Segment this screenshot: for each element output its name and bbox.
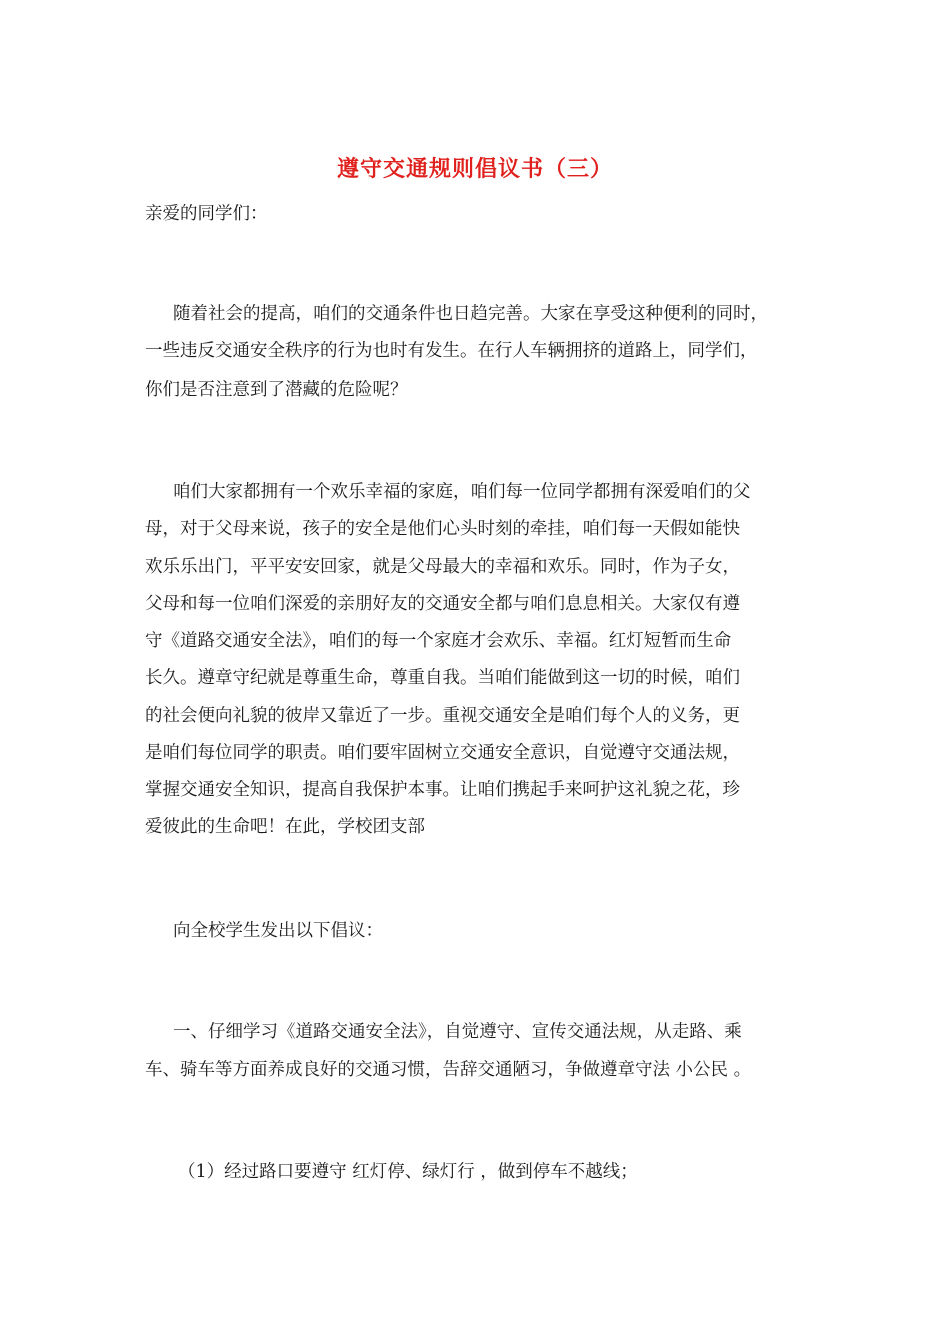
paragraph-2-line-9: 掌握交通安全知识，提高自我保护本事。让咱们携起手来呵护这礼貌之花，珍 <box>145 780 740 800</box>
paragraph-1-line-2: 一些违反交通安全秩序的行为也时有发生。在行人车辆拥挤的道路上，同学们， <box>145 341 758 361</box>
salutation: 亲爱的同学们： <box>145 204 268 224</box>
paragraph-3: 向全校学生发出以下倡议： <box>173 921 383 941</box>
paragraph-2-line-1: 咱们大家都拥有一个欢乐幸福的家庭，咱们每一位同学都拥有深爱咱们的父 <box>173 482 751 502</box>
paragraph-1-line-1: 随着社会的提高，咱们的交通条件也日趋完善。大家在享受这种便利的同时， <box>173 304 768 324</box>
paragraph-2-line-2: 母，对于父母来说，孩子的安全是他们心头时刻的牵挂，咱们每一天假如能快 <box>145 519 740 539</box>
paragraph-2-line-3: 欢乐乐出门，平平安安回家，就是父母最大的幸福和欢乐。同时，作为子女， <box>145 557 740 577</box>
paragraph-4-line-2: 车、骑车等方面养成良好的交通习惯，告辞交通陋习，争做遵章守法 小公民 。 <box>145 1060 752 1080</box>
document-title: 遵守交通规则倡议书（三） <box>336 156 613 182</box>
paragraph-2-line-10: 爱彼此的生命吧！在此，学校团支部 <box>145 817 425 837</box>
paragraph-4-line-1: 一、仔细学习《道路交通安全法》，自觉遵守、宣传交通法规，从走路、乘 <box>173 1022 742 1042</box>
paragraph-1-line-3: 你们是否注意到了潜藏的危险呢？ <box>145 380 408 400</box>
paragraph-5: （1）经过路口要遵守 红灯停、绿灯行 ，做到停车不越线； <box>178 1162 638 1182</box>
paragraph-2-line-4: 父母和每一位咱们深爱的亲朋好友的交通安全都与咱们息息相关。大家仅有遵 <box>145 594 740 614</box>
paragraph-2-line-7: 的社会便向礼貌的彼岸又靠近了一步。重视交通安全是咱们每个人的义务，更 <box>145 706 740 726</box>
paragraph-2-line-6: 长久。遵章守纪就是尊重生命，尊重自我。当咱们能做到这一切的时候，咱们 <box>145 668 740 688</box>
paragraph-2-line-5: 守《道路交通安全法》，咱们的每一个家庭才会欢乐、幸福。红灯短暂而生命 <box>145 631 732 651</box>
paragraph-2-line-8: 是咱们每位同学的职责。咱们要牢固树立交通安全意识，自觉遵守交通法规， <box>145 743 740 763</box>
